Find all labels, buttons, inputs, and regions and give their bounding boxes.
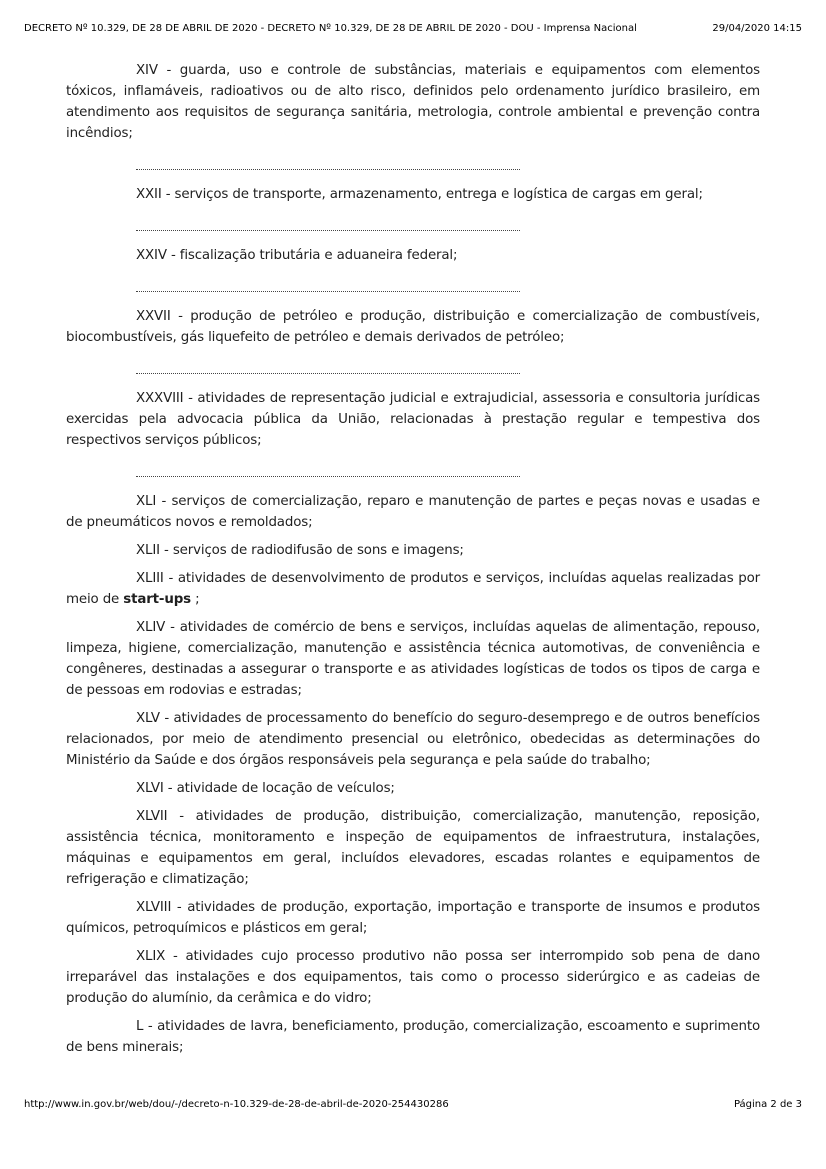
paragraph-xliii-text: XLIII - atividades de desenvolvimento de produtos e serviços, incluídas aquelas realizadas por meio de (66, 571, 760, 607)
paragraph-xlii: XLII - serviços de radiodifusão de sons e imagens; (136, 543, 464, 558)
paragraph-xlvi: XLVI - atividade de locação de veículos; (136, 781, 395, 796)
header-title: DECRETO Nº 10.329, DE 28 DE ABRIL DE 2020 - DECRETO Nº 10.329, DE 28 DE ABRIL DE 2020 - DOU - Imprensa Nacional (24, 23, 637, 34)
paragraph-xlviii: XLVIII - atividades de produção, exportação, importação e transporte de insumos e produtos químicos, petroquímicos e plásticos em geral; (66, 900, 760, 936)
paragraph-xxxviii: XXXVIII - atividades de representação judicial e extrajudicial, assessoria e consultoria jurídicas exercidas pela advocacia pública da União, relacionadas à prestação regular e tempestiva dos respectivos serviços públicos; (66, 391, 760, 448)
paragraph-xxii: XXII - serviços de transporte, armazenamento, entrega e logística de cargas em geral; (136, 187, 703, 202)
paragraph-xliv: XLIV - atividades de comércio de bens e serviços, incluídas aquelas de alimentação, repouso, limpeza, higiene, comercialização, manutenção e assistência técnica automotivas, de conveniência e congêneres, destinadas a assegurar o transporte e as atividades logísticas de todos os tipos de carga e de pessoas em rodovias e estradas; (66, 620, 760, 698)
ellipsis-separator (136, 149, 520, 170)
paragraph-xiv: XIV - guarda, uso e controle de substâncias, materiais e equipamentos com elementos tóxicos, inflamáveis, radioativos ou de alto risco, definidos pelo ordenamento jurídico brasileiro, em atendimento aos requisitos de segurança sanitária, metrologia, controle ambiental e prevenção contra incêndios; (66, 63, 760, 141)
ellipsis-separator (136, 271, 520, 292)
paragraph-xlix: XLIX - atividades cujo processo produtivo não possa ser interrompido sob pena de dano irreparável das instalações e dos equipamentos, tais como o processo siderúrgico e as cadeias de produção do alumínio, da cerâmica e do vidro; (66, 949, 760, 1006)
paragraph-xliii (66, 568, 760, 610)
start-ups-term: start-ups (123, 592, 191, 607)
paragraph-xliii-end: ; (190, 592, 200, 607)
page-footer (24, 1098, 802, 1112)
footer-url: http://www.in.gov.br/web/dou/-/decreto-n-10.329-de-28-de-abril-de-2020-254430286 (24, 1099, 449, 1110)
ellipsis-separator (136, 353, 520, 374)
paragraph-xli: XLI - serviços de comercialização, reparo e manutenção de partes e peças novas e usadas e de pneumáticos novos e remoldados; (66, 494, 760, 530)
page-header (24, 22, 802, 36)
paragraph-l: L - atividades de lavra, beneficiamento, produção, comercialização, escoamento e suprimento de bens minerais; (66, 1019, 760, 1055)
ellipsis-separator (136, 456, 520, 477)
document-body (66, 60, 760, 1065)
page-number: Página 2 de 3 (733, 1099, 802, 1110)
paragraph-xlv: XLV - atividades de processamento do benefício do seguro-desemprego e de outros benefícios relacionados, por meio de atendimento presencial ou eletrônico, obedecidas as determinações do Ministério da Saúde e dos órgãos responsáveis pela segurança e pela saúde do trabalho; (66, 711, 760, 768)
header-datetime: 29/04/2020 14:15 (712, 23, 802, 34)
paragraph-xxvii: XXVII - produção de petróleo e produção, distribuição e comercialização de combustíveis, biocombustíveis, gás liquefeito de petróleo e demais derivados de petróleo; (66, 309, 760, 345)
paragraph-xxiv: XXIV - fiscalização tributária e aduaneira federal; (136, 248, 458, 263)
ellipsis-separator (136, 210, 520, 231)
paragraph-xlvii: XLVII - atividades de produção, distribuição, comercialização, manutenção, reposição, assistência técnica, monitoramento e inspeção de equipamentos de infraestrutura, instalações, máquinas e equipamentos em geral, incluídos elevadores, escadas rolantes e equipamentos de refrigeração e climatização; (66, 809, 760, 887)
